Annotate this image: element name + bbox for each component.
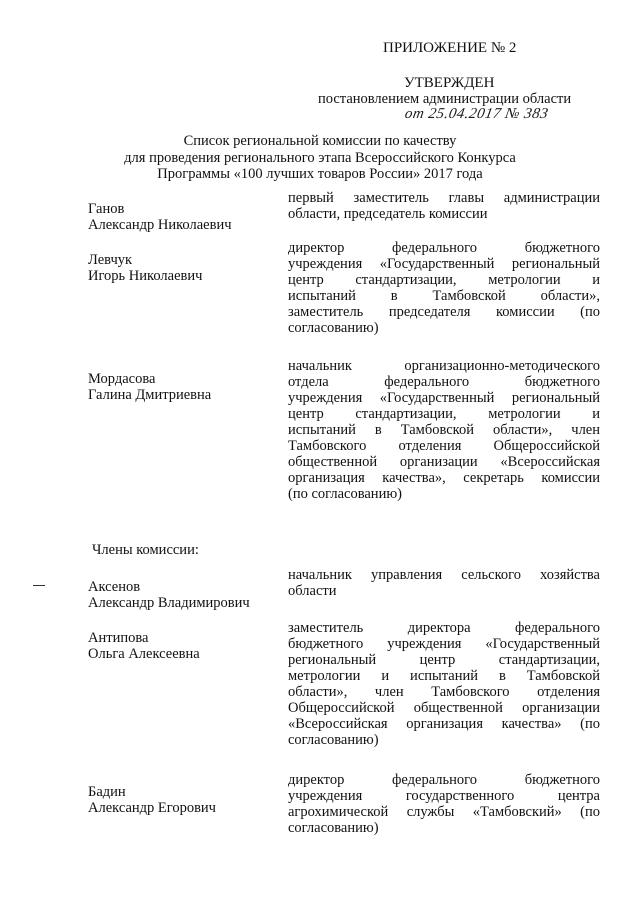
members-heading: Члены комиссии:: [92, 542, 199, 558]
role-line: региональный центр стандартизации,: [288, 652, 600, 668]
role-line: «Всероссийская организация качества» (по: [288, 716, 600, 732]
role-line: Тамбовского отделения Общероссийской: [288, 438, 600, 454]
role-line: заместитель директора федерального: [288, 620, 600, 636]
role-line: центр стандартизации, метрологии и: [288, 406, 600, 422]
role-line: учреждения «Государственный региональный: [288, 390, 600, 406]
role-line: испытаний в Тамбовской области»,: [288, 288, 600, 304]
role-line: согласованию): [288, 732, 379, 748]
role-line: директор федерального бюджетного: [288, 240, 600, 256]
role-line: области: [288, 583, 337, 599]
role-line: метрологии и испытаний в Тамбовской: [288, 668, 600, 684]
role-line: согласованию): [288, 320, 379, 336]
entry-role: [288, 772, 600, 836]
title-line-2: для проведения регионального этапа Всероссийского Конкурса: [124, 150, 516, 166]
approved-label: УТВЕРЖДЕН: [404, 75, 495, 91]
role-line: организация качества», секретарь комиссии: [288, 470, 600, 486]
title-line-1: Список региональной комиссии по качеству: [183, 133, 457, 149]
entry-given-names: Александр Владимирович: [88, 595, 250, 611]
role-line: общественной организации «Всероссийская: [288, 454, 600, 470]
entry-surname: Антипова: [88, 630, 149, 646]
role-line: заместитель председателя комиссии (по: [288, 304, 600, 320]
role-line: первый заместитель главы администрации: [288, 190, 600, 206]
entry-role: [288, 567, 600, 599]
role-line: агрохимической службы «Тамбовский» (по: [288, 804, 600, 820]
role-line: центр стандартизации, метрологии и: [288, 272, 600, 288]
entry-given-names: Александр Николаевич: [88, 217, 232, 233]
entry-surname: Левчук: [88, 252, 133, 268]
role-line: области, председатель комиссии: [288, 206, 488, 222]
role-line: учреждения государственного центра: [288, 788, 600, 804]
handwritten-date: от 25.04.2017 № 383: [403, 106, 550, 122]
role-line: области», член Тамбовского отделения: [288, 684, 600, 700]
decree-text: постановлением администрации области: [318, 91, 572, 107]
role-line: согласованию): [288, 820, 379, 836]
entry-role: [288, 240, 600, 336]
entry-surname: Аксенов: [88, 579, 141, 595]
role-line: Общероссийской общественной организации: [288, 700, 600, 716]
margin-mark: [33, 585, 45, 586]
entry-role: [288, 190, 600, 222]
role-line: учреждения «Государственный региональный: [288, 256, 600, 272]
role-line: отдела федерального бюджетного: [288, 374, 600, 390]
role-line: директор федерального бюджетного: [288, 772, 600, 788]
role-line: начальник организационно-методического: [288, 358, 600, 374]
role-line: начальник управления сельского хозяйства: [288, 567, 600, 583]
role-line: бюджетного учреждения «Государственный: [288, 636, 600, 652]
entry-surname: Бадин: [88, 784, 126, 800]
entry-role: [288, 358, 600, 502]
entry-given-names: Галина Дмитриевна: [88, 387, 212, 403]
entry-surname: Ганов: [88, 201, 125, 217]
entry-surname: Мордасова: [88, 371, 156, 387]
appendix-label: ПРИЛОЖЕНИЕ № 2: [383, 40, 517, 56]
entry-given-names: Игорь Николаевич: [88, 268, 203, 284]
title-line-3: Программы «100 лучших товаров России» 2017 года: [157, 166, 483, 182]
entry-given-names: Александр Егорович: [88, 800, 216, 816]
role-line: (по согласованию): [288, 486, 402, 502]
role-line: испытаний в Тамбовской области», член: [288, 422, 600, 438]
entry-given-names: Ольга Алексеевна: [88, 646, 200, 662]
entry-role: [288, 620, 600, 748]
